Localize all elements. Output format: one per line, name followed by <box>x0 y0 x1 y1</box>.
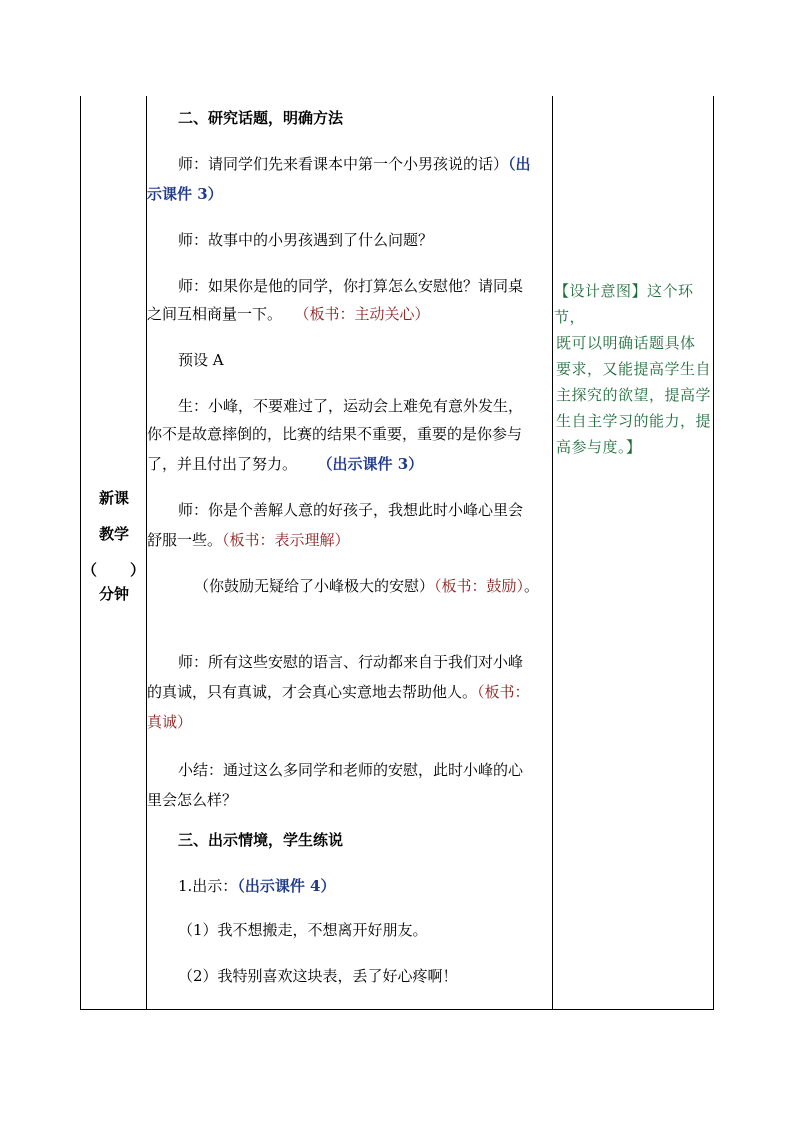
para-1-line-1: 师：请同学们先来看课本中第一个小男孩说的话）（出 <box>178 155 531 173</box>
design-note-line-2: 既可以明确话题具体 <box>556 334 696 352</box>
para-4: 预设 A <box>178 351 224 369</box>
para-5-line-2: 你不是故意摔倒的，比赛的结果不重要，重要的是你参与 <box>147 425 523 443</box>
para-1-line-2 <box>147 184 223 204</box>
para-8-line-2: 的真诚，只有真诚，才会真心实意地去帮助他人。（板书： <box>147 683 530 701</box>
para-3-line-1: 师：如果你是他的同学，你打算怎么安慰他？请同桌 <box>178 277 524 295</box>
design-note-line-5: 生自主学习的能力，提 <box>556 412 712 430</box>
scenario-1: （1）我不想搬走，不想离开好朋友。 <box>178 921 428 939</box>
para-8-line-3: 真诚） <box>147 713 193 731</box>
stage-label-1: 新课 <box>98 489 129 507</box>
para-3-line-2: 之间互相商量一下。 （板书：主动关心） <box>147 305 430 323</box>
design-note-line-1: 【设计意图】这个环节， <box>554 282 694 326</box>
section-heading-3: 三、出示情境，学生练说 <box>178 831 344 849</box>
table-divider-2 <box>552 96 553 1010</box>
time-paren-close: ） <box>130 561 146 579</box>
table-right-border <box>713 96 714 1010</box>
summary-line-2: 里会怎么样？ <box>147 791 238 809</box>
table-left-border <box>80 96 81 1010</box>
design-note-line-6: 高参与度。】 <box>556 438 642 456</box>
para-5-line-1: 生：小峰，不要难过了，运动会上难免有意外发生， <box>178 397 524 415</box>
design-note <box>556 278 716 460</box>
board-note-encourage: （板书：鼓励） <box>434 577 525 595</box>
board-note-sincere: （板书： <box>477 683 530 701</box>
para-10: 1.出示：（出示课件 4） <box>178 877 336 895</box>
courseware-ref: 示课件 3） <box>147 185 223 203</box>
courseware-ref-3: （出示课件 3） <box>325 455 424 473</box>
para-7: （你鼓励无疑给了小峰极大的安慰）（板书：鼓励）。 <box>194 577 540 595</box>
board-note-care: （板书：主动关心） <box>302 305 430 323</box>
summary-line-1: 小结：通过这么多同学和老师的安慰，此时小峰的心 <box>178 761 524 779</box>
table-divider-1 <box>146 96 147 1010</box>
courseware-ref-4: （出示课件 4） <box>237 877 336 895</box>
para-5-line-3: 了，并且付出了努力。 （出示课件 3） <box>147 455 424 473</box>
design-note-line-3: 要求，又能提高学生自 <box>556 360 712 378</box>
board-note-understand: （板书：表示理解） <box>222 531 350 549</box>
design-note-line-4: 主探究的欲望，提高学 <box>556 386 712 404</box>
para-8-line-1: 师：所有这些安慰的语言、行动都来自于我们对小峰 <box>178 653 524 671</box>
para-6-line-2: 舒服一些。（板书：表示理解） <box>147 531 350 549</box>
stage-label-2: 教学 <box>98 525 129 543</box>
section-heading-2: 二、研究话题，明确方法 <box>178 109 344 127</box>
para-2: 师：故事中的小男孩遇到了什么问题？ <box>178 231 434 249</box>
time-paren-open: （ <box>82 561 98 579</box>
stage-label-minutes: 分钟 <box>98 585 129 603</box>
scenario-2: （2）我特别喜欢这块表，丢了好心疼啊！ <box>178 967 458 985</box>
table-bottom-border <box>80 1009 714 1010</box>
para-6-line-1: 师：你是个善解人意的好孩子，我想此时小峰心里会 <box>178 501 524 519</box>
